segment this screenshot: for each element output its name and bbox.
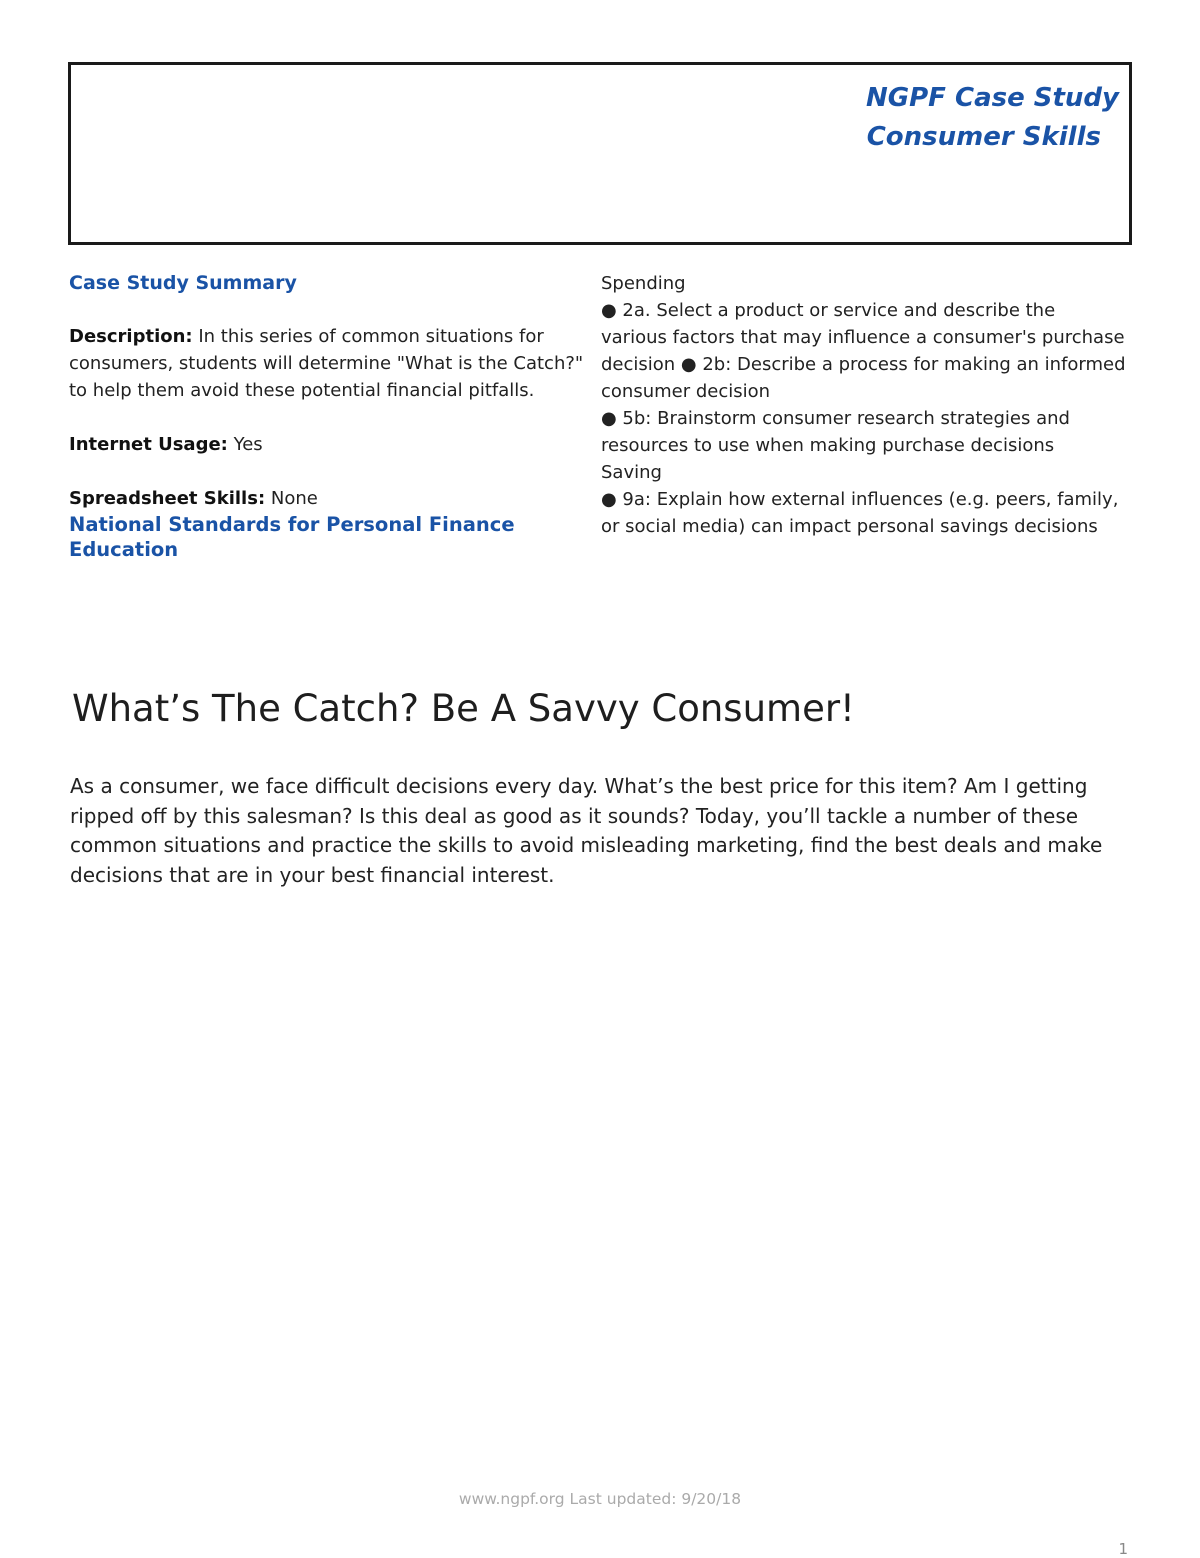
saving-heading: Saving	[601, 462, 662, 483]
spreadsheet-skills-label: Spreadsheet Skills:	[69, 488, 266, 509]
spending-heading: Spending	[601, 273, 686, 294]
standard-9a: ● 9a: Explain how external influences (e.g. peers, family, or social media) can impact personal savings decisions	[601, 489, 1119, 537]
standard-5b: ● 5b: Brainstorm consumer research strategies and resources to use when making purchase decisions	[601, 408, 1070, 456]
standard-2a-2b: ● 2a. Select a product or service and describe the various factors that may influence a consumer's purchase decision ● 2b: Describe a process for making an informed consumer decision	[601, 300, 1126, 402]
description-text: In this series of common situations for consumers, students will determine "What is the Catch?" to help them avoid these potential financial pitfalls.	[69, 326, 584, 401]
header-line-ngpf-case-study: NGPF Case Study	[866, 83, 1119, 113]
page-title: What’s The Catch? Be A Savvy Consumer!	[72, 687, 855, 730]
spreadsheet-skills-value: None	[265, 488, 318, 509]
internet-usage-label: Internet Usage:	[69, 434, 228, 455]
header-line-consumer-skills: Consumer Skills	[866, 122, 1101, 152]
spreadsheet-skills-field	[69, 485, 589, 512]
internet-usage-value: Yes	[227, 434, 263, 455]
summary-title: Case Study Summary	[69, 272, 297, 294]
footer-text: www.ngpf.org Last updated: 9/20/18	[458, 1490, 742, 1508]
internet-usage-field	[69, 431, 589, 458]
header-box	[68, 62, 1132, 245]
standards-list	[601, 270, 1126, 540]
description-field	[69, 323, 589, 404]
page-number: 1	[1118, 1540, 1128, 1558]
case-study-summary	[69, 270, 589, 562]
intro-paragraph: As a consumer, we face difficult decisions every day. What’s the best price for this item? Am I getting ripped off by this salesman? Is this deal as good as it sounds? Today, you’ll tackle a number of these common situations and practice the skills to avoid misleading marketing, find the best deals and make decisions that are in your best financial interest.	[70, 774, 1103, 887]
description-label: Description:	[69, 326, 193, 347]
header-title-block	[866, 79, 1119, 157]
national-standards-link[interactable]: National Standards for Personal Finance Education	[69, 513, 515, 561]
